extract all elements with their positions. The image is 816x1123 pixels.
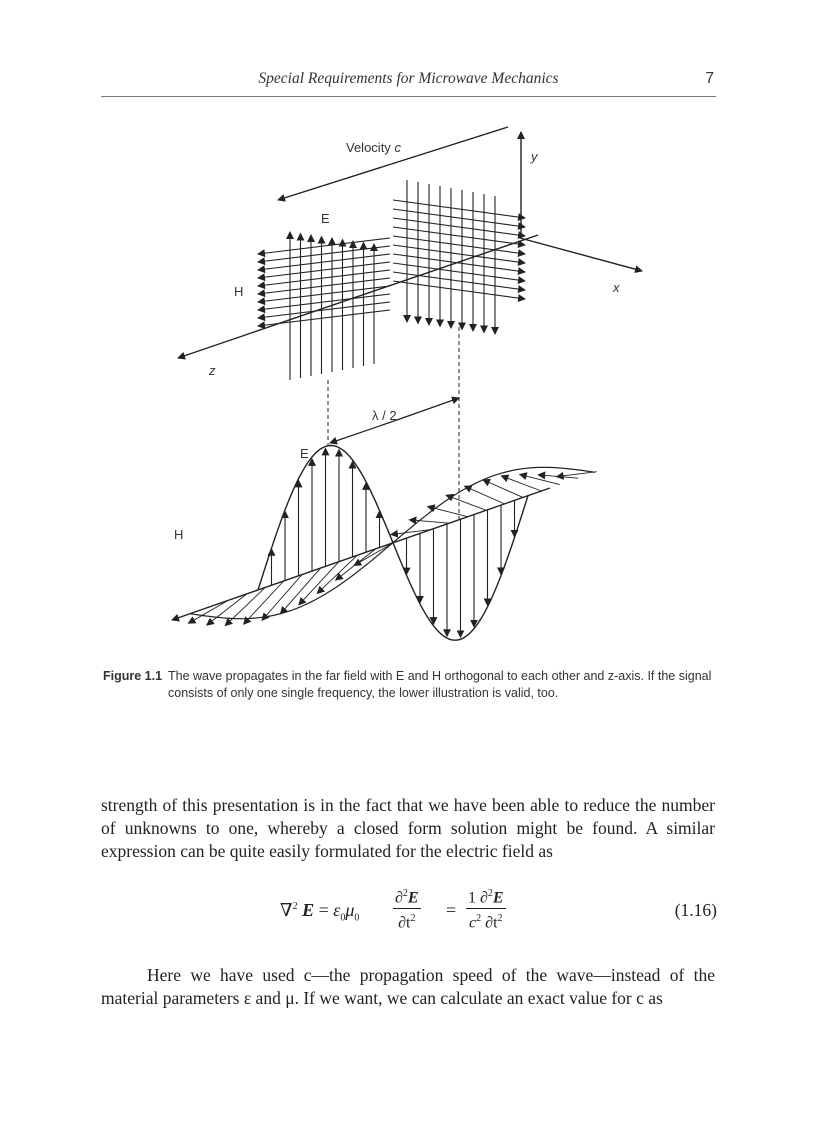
axis-x-label: x [613,280,620,295]
h-vector [393,218,525,236]
h-vector [317,555,357,593]
h-vector [258,238,390,254]
fraction-2: $\frac{1 \partial^2E}{c^2 \partial t^2}$ [466,884,506,934]
field-label-e-bottom: E [300,446,309,461]
axis-z-label: z [209,363,216,378]
h-vector [393,227,525,245]
propagation-axis [172,488,550,620]
h-field-wave [188,467,596,625]
axis-y-label: y [531,149,538,164]
page-number: 7 [705,70,714,87]
field-label-h-top: H [234,284,244,299]
wave-propagation-figure [0,100,816,660]
caption-text: The wave propagates in the far field with E and H orthogonal to each other and z-axis. If the signal consists of only one single frequency, the lower illustration is valid, too. [168,669,712,700]
half-wavelength-label: λ / 2 [372,408,397,423]
paragraph: Here we have used c—the propagation speed of the wave—instead of the material parameters ε and μ. If we want, we can calculate an exact value for c as [101,965,715,1008]
h-vector [258,254,390,270]
field-label-h-bottom: H [174,527,184,542]
h-vector [393,209,525,227]
equation-number: (1.16) [674,900,717,920]
field-label-e-top: E [321,211,330,226]
equation-lhs: ∇$^2$ $E = \varepsilon_0\mu_0$ [280,900,360,924]
field-grid-left [258,232,390,380]
h-vector [446,495,486,510]
velocity-label: Velocity c [346,140,401,155]
caption-label: Figure 1.1 [103,669,163,683]
h-vector [557,472,597,477]
h-vector [258,270,390,286]
h-vector [393,281,525,299]
axis-x [520,238,642,271]
h-vector [465,486,505,504]
h-vector [393,200,525,218]
velocity-arrow [278,127,508,200]
equation-equals: = [446,900,457,920]
running-header [101,70,716,97]
running-title: Special Requirements for Microwave Mechanics [258,70,559,87]
fraction-1: $\frac{\partial^2E}{\partial t^2}$ [393,884,421,934]
paragraph: strength of this presentation is in the fact that we have been able to reduce the number of unknowns to one, whereby a closed form solution might be found. A similar expression can be quite easily formulated for the electric field as [101,795,715,861]
h-vector [393,236,525,254]
equation-1-16 [280,882,720,942]
h-vector [258,246,390,262]
h-vector [393,245,525,263]
h-vector [258,310,390,326]
h-vector [393,272,525,290]
h-vector [393,254,525,272]
h-vector [258,286,390,302]
h-vector [258,302,390,318]
h-vector [483,480,523,498]
h-vector [258,262,390,278]
field-grid-right [393,180,525,334]
h-vector [409,520,449,523]
h-vector [428,507,468,517]
